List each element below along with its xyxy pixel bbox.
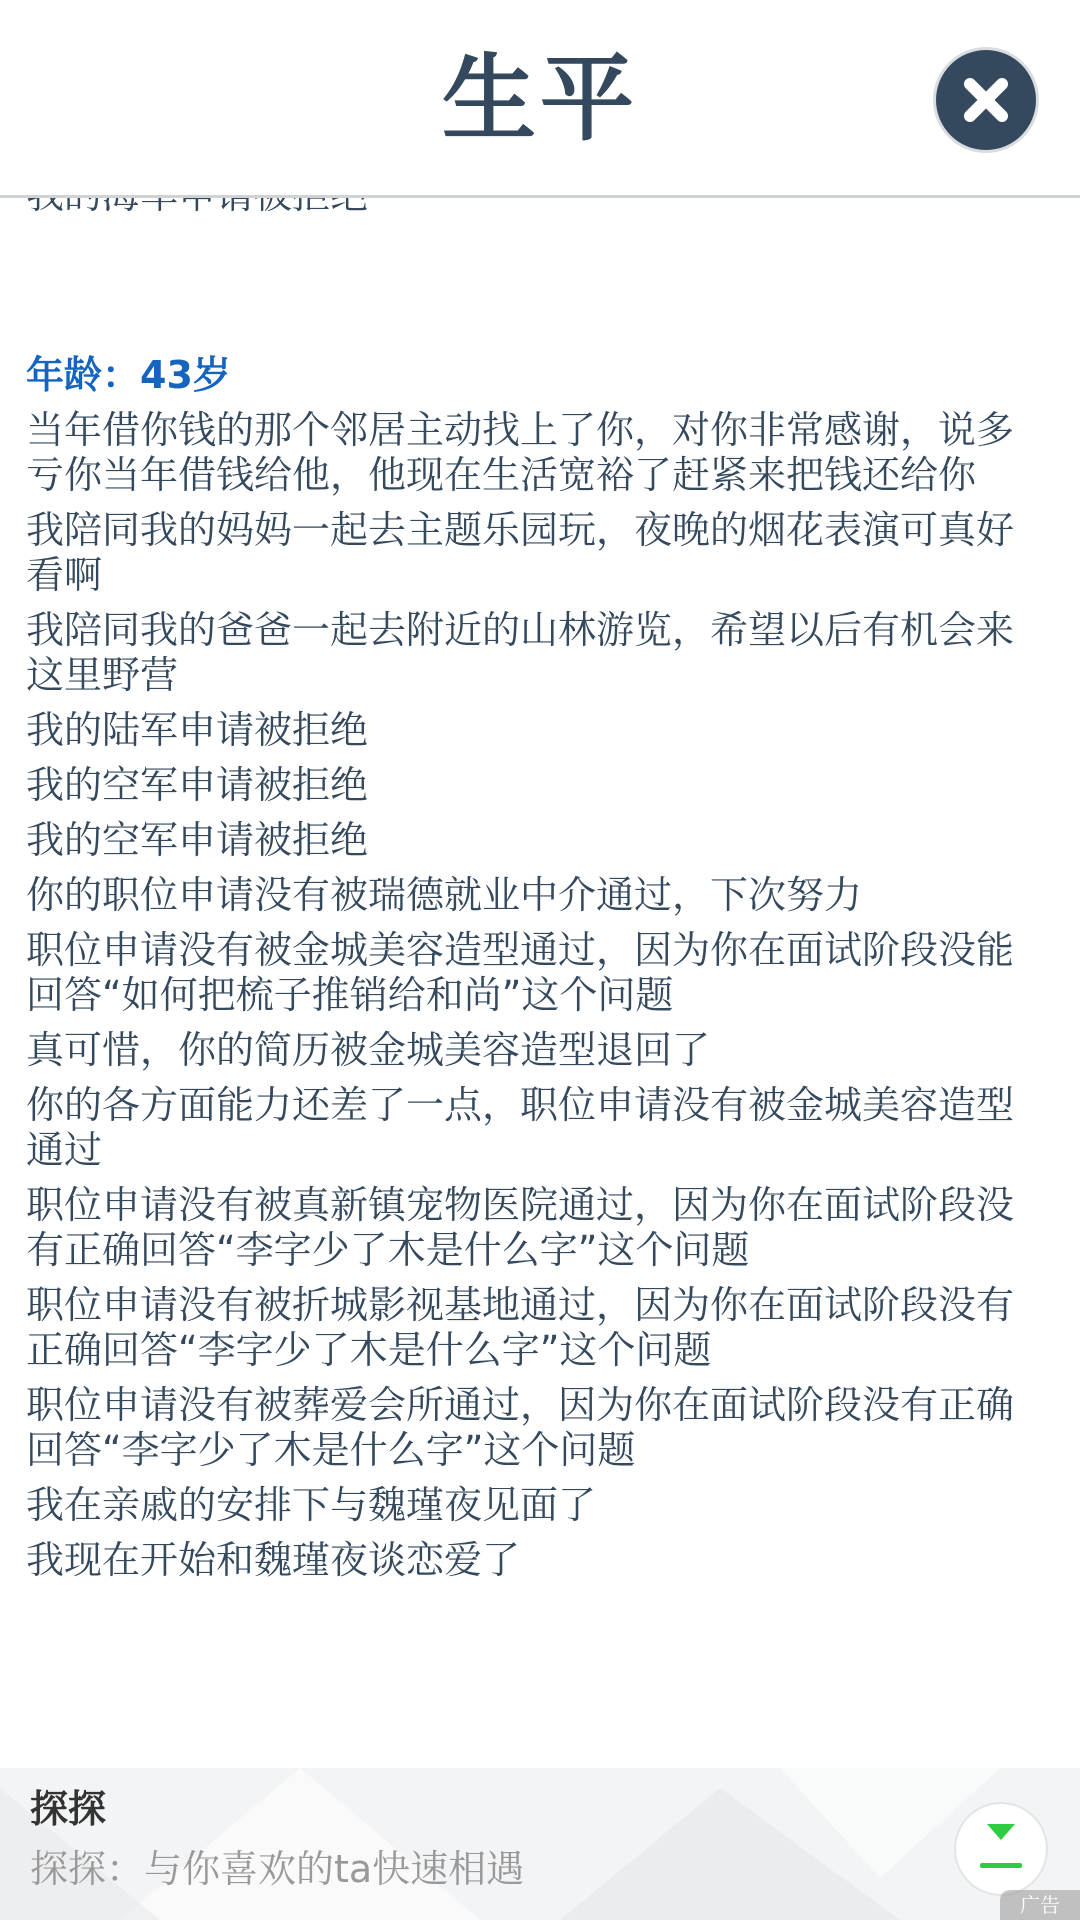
ad-label-badge: 广告 — [1000, 1890, 1080, 1920]
event-item: 职位申请没有被金城美容造型通过，因为你在面试阶段没能回答“如何把梳子推销给和尚”这个问题 — [26, 928, 1015, 1017]
download-icon — [956, 1804, 1046, 1894]
event-item: 我陪同我的妈妈一起去主题乐园玩，夜晚的烟花表演可真好看啊 — [26, 508, 1015, 597]
event-list — [26, 408, 1026, 1593]
event-item: 我的空军申请被拒绝 — [26, 763, 369, 807]
ad-description: 探探：与你喜欢的ta快速相遇 — [30, 1847, 525, 1891]
event-item: 真可惜，你的简历被金城美容造型退回了 — [26, 1028, 711, 1072]
event-item: 我的陆军申请被拒绝 — [26, 708, 369, 752]
close-button[interactable] — [936, 50, 1036, 150]
ad-banner[interactable] — [0, 1768, 1080, 1920]
ad-download-button[interactable] — [956, 1804, 1046, 1894]
event-item: 职位申请没有被折城影视基地通过，因为你在面试阶段没有正确回答“李字少了木是什么字”这个问题 — [26, 1283, 1015, 1372]
event-item: 我在亲戚的安排下与魏瑾夜见面了 — [26, 1483, 597, 1527]
page-title: 生平 — [441, 45, 638, 154]
event-item: 你的各方面能力还差了一点，职位申请没有被金城美容造型通过 — [26, 1083, 1015, 1172]
event-item: 我的空军申请被拒绝 — [26, 818, 369, 862]
event-item: 当年借你钱的那个邻居主动找上了你，对你非常感谢，说多亏你当年借钱给他，他现在生活宽裕了赶紧来把钱还给你 — [26, 408, 1015, 497]
header-bar — [0, 0, 1080, 198]
close-icon — [936, 50, 1036, 150]
event-item: 职位申请没有被真新镇宠物医院通过，因为你在面试阶段没有正确回答“李字少了木是什么字”这个问题 — [26, 1183, 1015, 1272]
ad-title: 探探 — [30, 1787, 107, 1831]
event-item: 职位申请没有被葬爱会所通过，因为你在面试阶段没有正确回答“李字少了木是什么字”这个问题 — [26, 1383, 1015, 1472]
event-item: 我现在开始和魏瑾夜谈恋爱了 — [26, 1538, 521, 1582]
event-item: 你的职位申请没有被瑞德就业中介通过，下次努力 — [26, 873, 863, 917]
life-story-scroll-area[interactable] — [0, 198, 1080, 1768]
event-item: 我陪同我的爸爸一起去附近的山林游览，希望以后有机会来这里野营 — [26, 608, 1015, 697]
age-label: 年龄：43岁 — [26, 353, 231, 397]
